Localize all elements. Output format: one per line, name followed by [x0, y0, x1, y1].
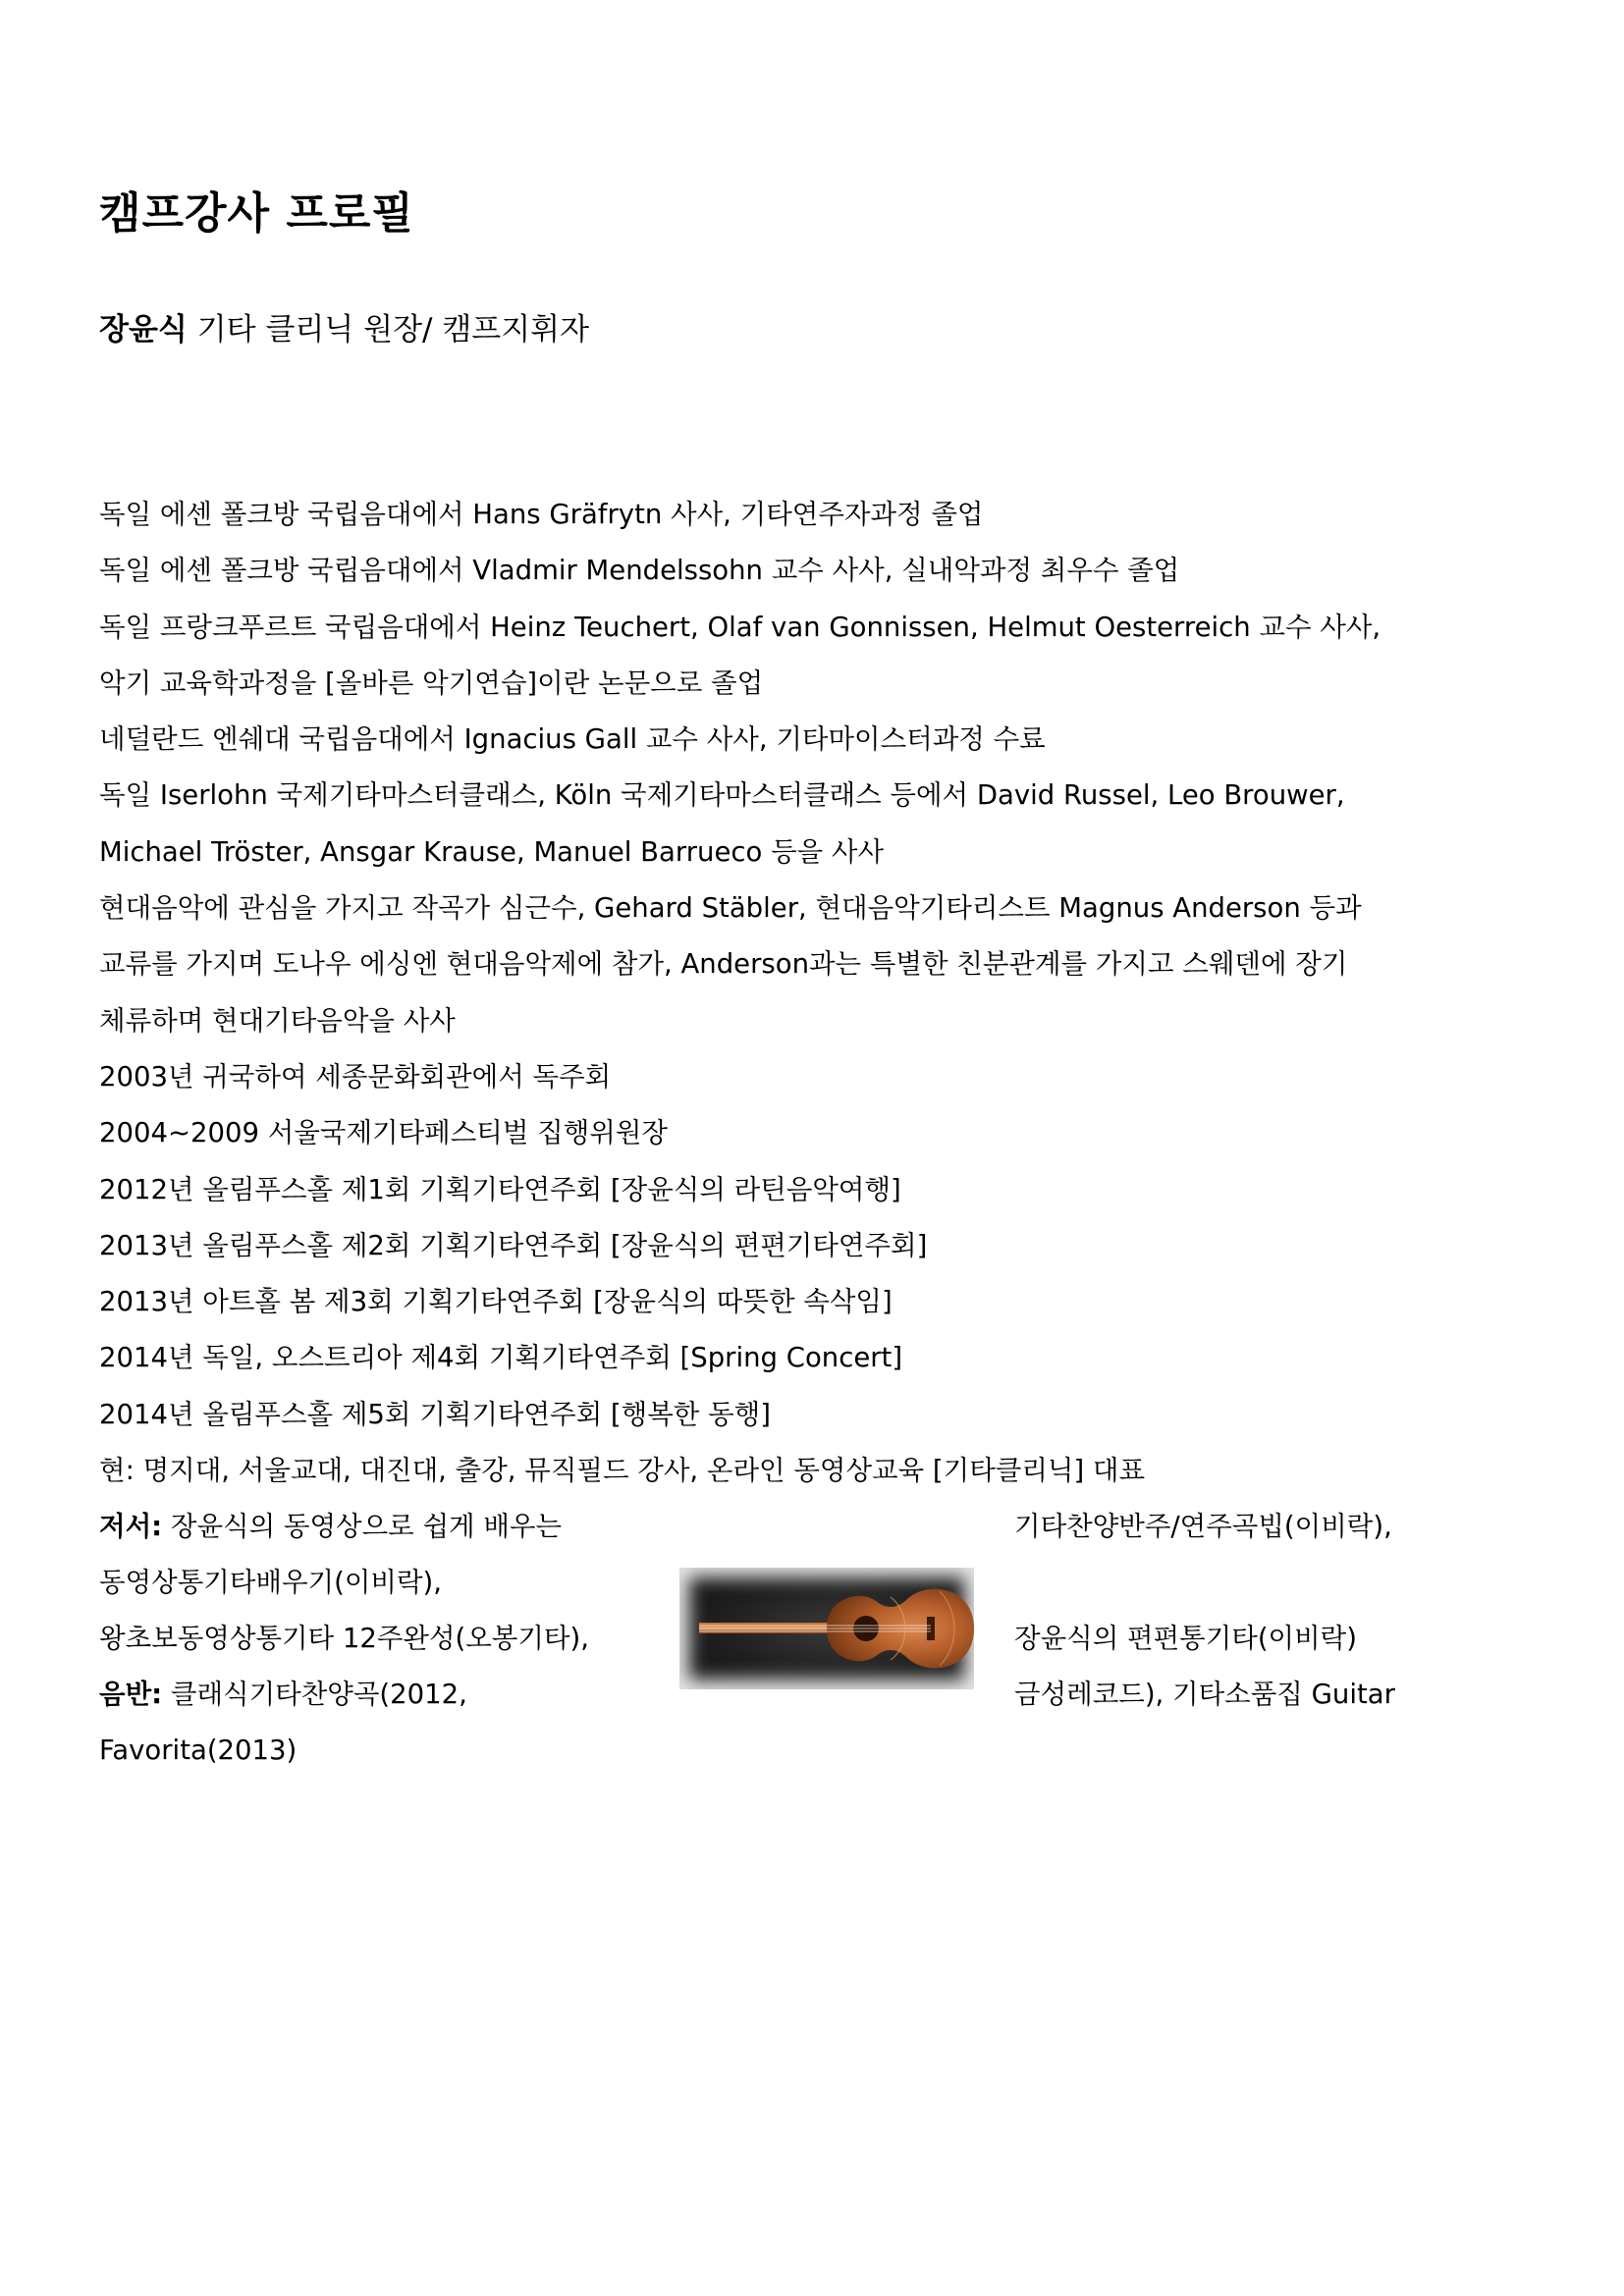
books-text: 장윤식의 동영상으로 쉽게 배우는	[162, 1511, 563, 1542]
books-line-1	[99, 1499, 562, 1555]
albums-text: 클래식기타찬양곡(2012,	[162, 1679, 467, 1710]
bio-line: 독일 프랑크푸르트 국립음대에서 Heinz Teuchert, Olaf van Gonnissen, Helmut Oesterreich 교수 사사,	[99, 611, 1381, 643]
albums-label: 음반:	[99, 1679, 163, 1710]
bio-line: 2013년 아트홀 봄 제3회 기획기타연주회 [장윤식의 따뜻한 속삭임]	[99, 1286, 893, 1318]
guitar-photo-icon	[679, 1568, 974, 1689]
books-label: 저서:	[99, 1511, 163, 1542]
bio-line: 현: 명지대, 서울교대, 대진대, 출강, 뮤직필드 강사, 온라인 동영상교육 [기타클리닉] 대표	[99, 1455, 1146, 1487]
bio-line: 독일 Iserlohn 국제기타마스터클래스, Köln 국제기타마스터클래스 등에서 David Russel, Leo Brouwer,	[99, 779, 1345, 812]
bio-line: 2012년 올림푸스홀 제1회 기획기타연주회 [장윤식의 라틴음악여행]	[99, 1173, 901, 1205]
subtitle	[99, 308, 589, 351]
books-right-3: 장윤식의 편편통기타(이비락)	[1014, 1623, 1357, 1654]
bio-line: Michael Tröster, Ansgar Krause, Manuel Barrueco 등을 사사	[99, 835, 885, 868]
bio-line: 네덜란드 엔쉐대 국립음대에서 Ignacius Gall 교수 사사, 기타마이스터과정 수료	[99, 723, 1046, 756]
page-title: 캠프강사 프로필	[99, 188, 414, 239]
instructor-role: 기타 클리닉 원장/ 캠프지휘자	[187, 312, 590, 347]
bio-line: 2004~2009 서울국제기타페스티벌 집행위원장	[99, 1117, 668, 1149]
bio-line: 현대음악에 관심을 가지고 작곡가 심근수, Gehard Stäbler, 현대음악기타리스트 Magnus Anderson 등과	[99, 892, 1362, 925]
bio-line: 독일 에센 폴크방 국립음대에서 Vladmir Mendelssohn 교수 사사, 실내악과정 최우수 졸업	[99, 555, 1180, 587]
albums-line-2: Favorita(2013)	[99, 1735, 298, 1766]
albums-right-1: 금성레코드), 기타소품집 Guitar	[1014, 1679, 1395, 1710]
bio-line: 2013년 올림푸스홀 제2회 기획기타연주회 [장윤식의 편편기타연주회]	[99, 1229, 928, 1261]
books-line-2: 동영상통기타배우기(이비락),	[99, 1567, 442, 1598]
bio-line: 악기 교육학과정을 [올바른 악기연습]이란 논문으로 졸업	[99, 667, 764, 699]
bio-line: 교류를 가지며 도나우 에싱엔 현대음악제에 참가, Anderson과는 특별한 친분관계를 가지고 스웨덴에 장기	[99, 948, 1348, 981]
bio-list	[99, 487, 1533, 1499]
guitar-illustration	[679, 1568, 974, 1689]
books-line-3: 왕초보동영상통기타 12주완성(오봉기타),	[99, 1623, 589, 1654]
instructor-name: 장윤식	[99, 312, 188, 347]
bio-line: 독일 에센 폴크방 국립음대에서 Hans Gräfrytn 사사, 기타연주자과정 졸업	[99, 499, 984, 530]
bio-line: 체류하며 현대기타음악을 사사	[99, 1004, 456, 1037]
albums-line-1	[99, 1667, 467, 1723]
books-right-1: 기타찬양반주/연주곡빕(이비락),	[1014, 1511, 1392, 1542]
bio-line: 2014년 올림푸스홀 제5회 기획기타연주회 [행복한 동행]	[99, 1398, 771, 1430]
bio-line: 2003년 귀국하여 세종문화회관에서 독주회	[99, 1060, 612, 1093]
bio-line: 2014년 독일, 오스트리아 제4회 기획기타연주회 [Spring Concert]	[99, 1342, 903, 1374]
